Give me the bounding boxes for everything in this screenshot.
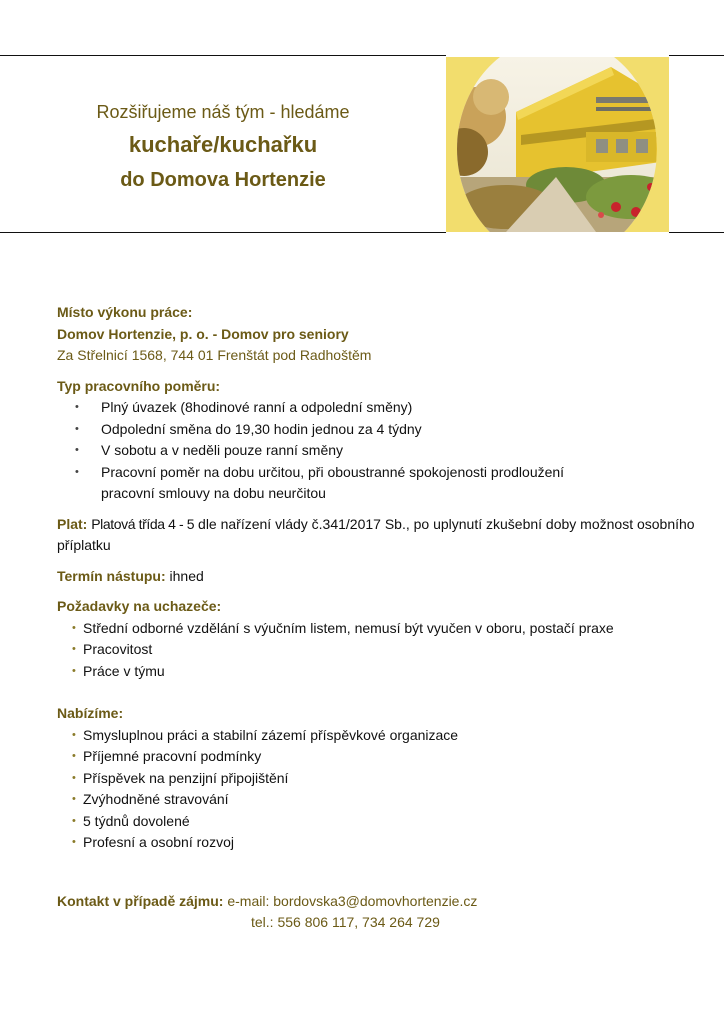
salary-text: dle nařízení vlády č.341/2017 Sb., po uplynutí zkušební doby možnost osobního příplatku [57,515,695,553]
requirement-item: • Práce v týmu [57,661,707,683]
header-position: kuchaře/kuchařku [128,132,318,157]
header-bottom-rule [0,232,446,233]
salary-class: Platová třída 4 - 5 [91,515,195,532]
workplace-address: Za Střelnicí 1568, 744 01 Frenštát pod Radhoštěm [57,347,372,363]
contact [57,891,707,913]
employment-item-continuation: pracovní smlouvy na dobu neurčitou [101,485,326,501]
contact-label: Kontakt v případě zájmu: [57,892,224,909]
requirement-item: • Střední odborné vzdělání s výučním listem, nemusí být vyučen v oboru, postačí praxe [57,618,707,640]
offer-list [57,725,707,854]
employment-item: • Pracovní poměr na dobu určitou, při oboustranné spokojenosti prodloužení pracovní smlouvy na dobu neurčitou [57,462,707,505]
header-top-rule-right [669,55,724,56]
start-value: ihned [169,567,204,584]
offer-item: • Zvýhodněné stravování [57,789,707,811]
contact-email[interactable]: e-mail: bordovska3@domovhortenzie.cz [227,892,478,909]
requirements-label: Požadavky na uchazeče: [57,598,222,614]
offer-item: • 5 týdnů dovolené [57,811,707,833]
offer-label: Nabízíme: [57,705,124,721]
employment-item: • V sobotu a v neděli pouze ranní směny [57,440,707,462]
salary [57,514,707,557]
requirements-list [57,618,707,683]
header-bottom-rule-right [669,232,724,233]
start-label: Termín nástupu: [57,567,166,584]
requirement-item: • Pracovitost [57,639,707,661]
job-details [57,302,707,934]
employment-list [57,397,707,505]
header-intro: Rozšiřujeme náš tým - hledáme [96,102,350,122]
employment-item: • Plný úvazek (8hodinové ranní a odpolední směny) [57,397,707,419]
offer-item: • Smysluplnou práci a stabilní zázemí příspěvkové organizace [57,725,707,747]
offer-item: • Příjemné pracovní podmínky [57,746,707,768]
header-place: do Domova Hortenzie [120,169,326,191]
building-photo [446,57,669,232]
header [0,98,446,196]
header-top-rule [0,55,446,56]
workplace-name: Domov Hortenzie, p. o. - Domov pro seniory [57,325,349,342]
start-date [57,566,707,588]
offer-item: • Profesní a osobní rozvoj [57,832,707,854]
employment-label: Typ pracovního poměru: [57,377,221,394]
employment-item: • Odpolední směna do 19,30 hodin jednou za 4 týdny [57,419,707,441]
offer-item: • Příspěvek na penzijní připojištění [57,768,707,790]
contact-phone[interactable]: tel.: 556 806 117, 734 264 729 [251,914,440,930]
salary-label: Plat: [57,515,88,532]
workplace-label: Místo výkonu práce: [57,304,193,320]
building-photo-image [446,57,669,232]
